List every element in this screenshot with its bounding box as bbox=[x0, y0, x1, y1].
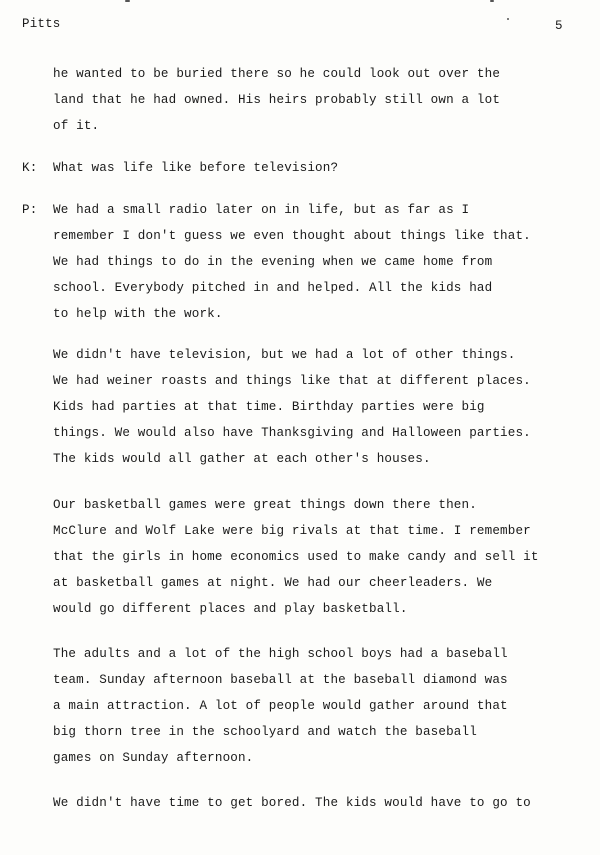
text-line: remember I don't guess we even thought about things like that. bbox=[53, 229, 531, 243]
transcript-paragraph bbox=[22, 61, 582, 139]
text-line: The adults and a lot of the high school boys had a baseball bbox=[53, 647, 508, 661]
text-line: school. Everybody pitched in and helped. All the kids had bbox=[53, 281, 493, 295]
text-line: Our basketball games were great things down there then. bbox=[53, 498, 477, 512]
transcript-paragraph bbox=[22, 790, 582, 816]
transcript-paragraph bbox=[22, 641, 582, 771]
text-line: We had weiner roasts and things like that at different places. bbox=[53, 374, 531, 388]
text-line: games on Sunday afternoon. bbox=[53, 751, 254, 765]
text-line: big thorn tree in the schoolyard and watch the baseball bbox=[53, 725, 477, 739]
text-line: to help with the work. bbox=[53, 307, 223, 321]
speaker-label: K: bbox=[22, 161, 38, 175]
text-line: that the girls in home economics used to make candy and sell it bbox=[53, 550, 539, 564]
text-line: Kids had parties at that time. Birthday parties were big bbox=[53, 400, 485, 414]
scan-speck bbox=[490, 0, 494, 2]
text-line: at basketball games at night. We had our cheerleaders. We bbox=[53, 576, 493, 590]
page-number: 5 bbox=[555, 19, 563, 33]
text-line: of it. bbox=[53, 119, 100, 133]
text-line: would go different places and play basketball. bbox=[53, 602, 408, 616]
interviewee-answer bbox=[22, 197, 582, 327]
header-interviewee-name: Pitts bbox=[22, 17, 61, 31]
scan-speck bbox=[507, 18, 509, 20]
transcript-paragraph bbox=[22, 492, 582, 622]
text-line: We had things to do in the evening when we came home from bbox=[53, 255, 493, 269]
text-line: K: What was life like before television? bbox=[22, 155, 582, 181]
text-line: land that he had owned. His heirs probably still own a lot bbox=[53, 93, 501, 107]
transcript-paragraph bbox=[22, 342, 582, 472]
text-line: We didn't have television, but we had a lot of other things. bbox=[53, 348, 516, 362]
text-line: team. Sunday afternoon baseball at the baseball diamond was bbox=[53, 673, 508, 687]
text-line: We didn't have time to get bored. The kids would have to go to bbox=[53, 796, 531, 810]
interviewer-question bbox=[22, 155, 582, 181]
speaker-label: P: bbox=[22, 203, 38, 217]
text-line: things. We would also have Thanksgiving and Halloween parties. bbox=[53, 426, 531, 440]
scan-speck bbox=[125, 0, 130, 2]
text-line: McClure and Wolf Lake were big rivals at that time. I remember bbox=[53, 524, 531, 538]
text-line: The kids would all gather at each other's houses. bbox=[53, 452, 431, 466]
text-line: P: We had a small radio later on in life, but as far as I bbox=[22, 197, 582, 223]
text-line: he wanted to be buried there so he could look out over the bbox=[53, 67, 501, 81]
text-line: a main attraction. A lot of people would gather around that bbox=[53, 699, 508, 713]
